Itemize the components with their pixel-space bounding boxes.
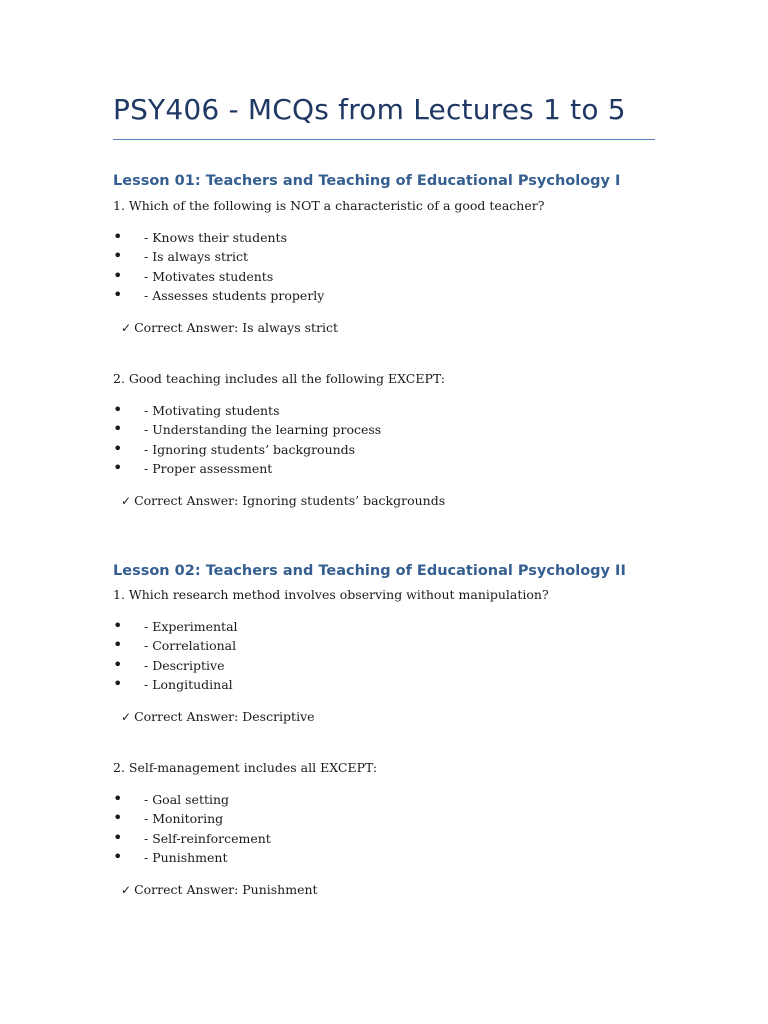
question-text: 2. Good teaching includes all the following EXCEPT: — [113, 371, 446, 386]
question-block — [113, 371, 673, 389]
list-item — [113, 827, 673, 850]
answer-text: Correct Answer: Ignoring students’ backgrounds — [134, 493, 446, 508]
option-text: - Descriptive — [144, 657, 225, 673]
bullet-icon: • — [113, 227, 123, 246]
option-text: - Knows their students — [144, 230, 287, 245]
option-text: - Is always strict — [144, 249, 249, 265]
bullet-icon: • — [113, 616, 123, 635]
bullet-icon: • — [113, 265, 123, 285]
question-block — [113, 198, 673, 216]
lesson-heading-text: Lesson 01: Teachers and Teaching of Educational Psychology I — [113, 173, 621, 189]
list-item — [113, 616, 673, 638]
question-text: 1. Which research method involves observing without manipulation? — [113, 587, 549, 602]
bullet-icon: • — [113, 673, 123, 693]
list-item — [113, 808, 673, 830]
correct-answer — [113, 493, 673, 508]
correct-answer — [113, 320, 673, 335]
option-text: - Correlational — [144, 638, 237, 654]
option-text: - Ignoring students’ backgrounds — [144, 441, 356, 457]
bullet-icon: • — [113, 400, 123, 419]
correct-answer — [113, 882, 673, 897]
bullet-icon: • — [113, 808, 123, 828]
option-list — [113, 400, 673, 480]
check-icon: ✓ — [121, 494, 132, 508]
lesson-heading-text: Lesson 02: Teachers and Teaching of Educational Psychology II — [113, 563, 626, 579]
list-item — [113, 673, 673, 696]
list-item — [113, 438, 673, 461]
question-text: 1. Which of the following is NOT a characteristic of a good teacher? — [113, 198, 545, 213]
list-item — [113, 635, 673, 657]
list-item — [113, 846, 673, 869]
list-item — [113, 789, 673, 811]
lesson-heading — [113, 563, 673, 583]
option-text: - Proper assessment — [144, 460, 273, 476]
bullet-icon: • — [113, 846, 123, 866]
option-text: - Assesses students properly — [144, 287, 325, 303]
question-block — [113, 760, 673, 778]
question-block — [113, 587, 673, 605]
answer-text: Correct Answer: Descriptive — [134, 709, 315, 724]
question-text: 2. Self-management includes all EXCEPT: — [113, 760, 378, 775]
list-item — [113, 654, 673, 677]
answer-text: Correct Answer: Is always strict — [134, 320, 339, 335]
bullet-icon: • — [113, 789, 123, 808]
bullet-icon: • — [113, 827, 123, 847]
bullet-icon: • — [113, 246, 123, 266]
option-list — [113, 616, 673, 696]
list-item — [113, 457, 673, 480]
bullet-icon: • — [113, 635, 123, 655]
option-text: - Punishment — [144, 849, 228, 865]
option-text: - Experimental — [144, 619, 238, 634]
bullet-icon: • — [113, 419, 123, 439]
list-item — [113, 284, 673, 307]
bullet-icon: • — [113, 284, 123, 304]
title-rule — [113, 139, 655, 140]
lesson-heading — [113, 173, 673, 193]
document-title: PSY406 - MCQs from Lectures 1 to 5 — [113, 93, 626, 126]
option-text: - Goal setting — [144, 792, 230, 807]
option-list — [113, 227, 673, 307]
list-item — [113, 265, 673, 288]
list-item — [113, 400, 673, 422]
bullet-icon: • — [113, 457, 123, 477]
check-icon: ✓ — [121, 710, 132, 724]
option-text: - Self-reinforcement — [144, 830, 271, 846]
list-item — [113, 246, 673, 268]
list-item — [113, 419, 673, 441]
bullet-icon: • — [113, 654, 123, 674]
option-text: - Motivating students — [144, 403, 280, 418]
option-list — [113, 789, 673, 869]
option-text: - Motivates students — [144, 268, 274, 284]
option-text: - Understanding the learning process — [144, 422, 382, 438]
option-text: - Monitoring — [144, 811, 224, 827]
check-icon: ✓ — [121, 883, 132, 897]
list-item — [113, 227, 673, 249]
correct-answer — [113, 709, 673, 724]
answer-text: Correct Answer: Punishment — [134, 882, 318, 897]
option-text: - Longitudinal — [144, 676, 233, 692]
check-icon: ✓ — [121, 321, 132, 335]
bullet-icon: • — [113, 438, 123, 458]
